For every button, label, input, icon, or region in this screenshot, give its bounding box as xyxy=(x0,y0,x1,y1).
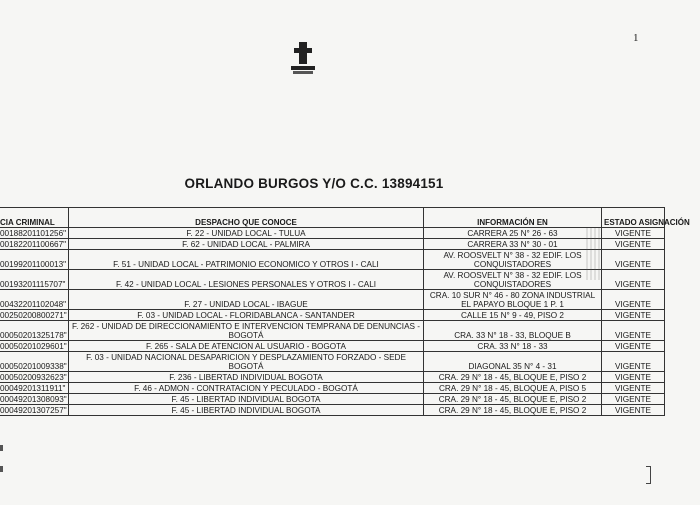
cell-office: F. 51 - UNIDAD LOCAL - PATRIMONIO ECONOMICO Y OTROS I - CALI xyxy=(69,250,424,270)
cell-id: 00193201115707" xyxy=(0,270,69,290)
cell-id: 00049201311911" xyxy=(0,383,69,394)
cell-id: 00188201101256" xyxy=(0,228,69,239)
cell-office: F. 236 - LIBERTAD INDIVIDUAL BOGOTA xyxy=(69,372,424,383)
cell-info: CRA. 29 N° 18 - 45, BLOQUE E, PISO 2 xyxy=(424,372,602,383)
bracket-mark xyxy=(646,466,651,484)
records-table xyxy=(0,207,690,416)
cell-id: 00182201100667" xyxy=(0,239,69,250)
table-row xyxy=(0,239,665,250)
cell-office: F. 45 - LIBERTAD INDIVIDUAL BOGOTA xyxy=(69,394,424,405)
cell-info: CARRERA 25 N° 26 - 63 xyxy=(424,228,602,239)
cell-office: F. 22 - UNIDAD LOCAL - TULUA xyxy=(69,228,424,239)
cell-status: VIGENTE xyxy=(602,372,665,383)
cell-id: 00049201308093" xyxy=(0,394,69,405)
cell-id: 00050200932623" xyxy=(0,372,69,383)
cell-status: VIGENTE xyxy=(602,321,665,341)
table-row xyxy=(0,228,665,239)
cell-info: CRA. 29 N° 18 - 45, BLOQUE E, PISO 2 xyxy=(424,405,602,416)
cell-status: VIGENTE xyxy=(602,383,665,394)
header-id: CIA CRIMINAL xyxy=(0,208,69,228)
cell-status: VIGENTE xyxy=(602,394,665,405)
cell-office: F. 03 - UNIDAD NACIONAL DESAPARICION Y DESPLAZAMIENTO FORZADO - SEDE BOGOTÁ xyxy=(69,352,424,372)
table-row xyxy=(0,352,665,372)
header-info: INFORMACIÓN EN xyxy=(424,208,602,228)
table-row xyxy=(0,321,665,341)
cell-office: F. 62 - UNIDAD LOCAL - PALMIRA xyxy=(69,239,424,250)
table-row xyxy=(0,250,665,270)
cell-status: VIGENTE xyxy=(602,405,665,416)
cell-office: F. 45 - LIBERTAD INDIVIDUAL BOGOTA xyxy=(69,405,424,416)
cell-info: AV. ROOSVELT N° 38 - 32 EDIF. LOS CONQUISTADORES xyxy=(424,250,602,270)
scan-watermark-mark xyxy=(586,228,600,280)
cell-info: CRA. 29 N° 18 - 45, BLOQUE E, PISO 2 xyxy=(424,394,602,405)
table-row xyxy=(0,310,665,321)
cell-status: VIGENTE xyxy=(602,352,665,372)
cell-id: 00432201102048" xyxy=(0,290,69,310)
cell-status: VIGENTE xyxy=(602,310,665,321)
cell-status: VIGENTE xyxy=(602,250,665,270)
table-row xyxy=(0,290,665,310)
table-row xyxy=(0,341,665,352)
margin-tick-mark xyxy=(0,466,3,472)
cell-office: F. 46 - ADMON - CONTRATACION Y PECULADO - BOGOTÁ xyxy=(69,383,424,394)
cell-office: F. 27 - UNIDAD LOCAL - IBAGUE xyxy=(69,290,424,310)
cell-id: 00050201029601" xyxy=(0,341,69,352)
cell-info: CARRERA 33 N° 30 - 01 xyxy=(424,239,602,250)
cell-id: 00250200800271" xyxy=(0,310,69,321)
table-header-row xyxy=(0,208,665,228)
cell-info: CALLE 15 N° 9 - 49, PISO 2 xyxy=(424,310,602,321)
page-number: 1 xyxy=(633,32,639,44)
cell-info: CRA. 33 N° 18 - 33, BLOQUE B xyxy=(424,321,602,341)
cell-office: F. 262 - UNIDAD DE DIRECCIONAMIENTO E INTERVENCION TEMPRANA DE DENUNCIAS - BOGOTÁ xyxy=(69,321,424,341)
cell-id: 00050201325178" xyxy=(0,321,69,341)
table-row xyxy=(0,372,665,383)
table-row xyxy=(0,383,665,394)
cell-id: 00199201100013" xyxy=(0,250,69,270)
cell-status: VIGENTE xyxy=(602,290,665,310)
cell-office: F. 42 - UNIDAD LOCAL - LESIONES PERSONALES Y OTROS I - CALI xyxy=(69,270,424,290)
document-title: ORLANDO BURGOS Y/O C.C. 13894151 xyxy=(184,176,444,191)
table-row xyxy=(0,405,665,416)
cell-info: CRA. 29 N° 18 - 45, BLOQUE A, PISO 5 xyxy=(424,383,602,394)
cell-info: CRA. 33 N° 18 - 33 xyxy=(424,341,602,352)
header-status: ESTADO ASIGNACIÓN xyxy=(602,208,665,228)
cell-info: DIAGONAL 35 N° 4 - 31 xyxy=(424,352,602,372)
fiscalia-logo xyxy=(290,42,316,76)
cell-id: 00050201009338" xyxy=(0,352,69,372)
cell-office: F. 265 - SALA DE ATENCION AL USUARIO - BOGOTA xyxy=(69,341,424,352)
cell-status: VIGENTE xyxy=(602,270,665,290)
cell-info: CRA. 10 SUR N° 46 - 80 ZONA INDUSTRIAL EL PAPAYO BLOQUE 1 P. 1 xyxy=(424,290,602,310)
cell-info: AV. ROOSVELT N° 38 - 32 EDIF. LOS CONQUISTADORES xyxy=(424,270,602,290)
cell-id: 00049201307257" xyxy=(0,405,69,416)
cell-status: VIGENTE xyxy=(602,239,665,250)
cell-office: F. 03 - UNIDAD LOCAL - FLORIDABLANCA - SANTANDER xyxy=(69,310,424,321)
cell-status: VIGENTE xyxy=(602,341,665,352)
table-row xyxy=(0,394,665,405)
header-office: DESPACHO QUE CONOCE xyxy=(69,208,424,228)
margin-tick-mark xyxy=(0,445,3,451)
cell-status: VIGENTE xyxy=(602,228,665,239)
table-row xyxy=(0,270,665,290)
